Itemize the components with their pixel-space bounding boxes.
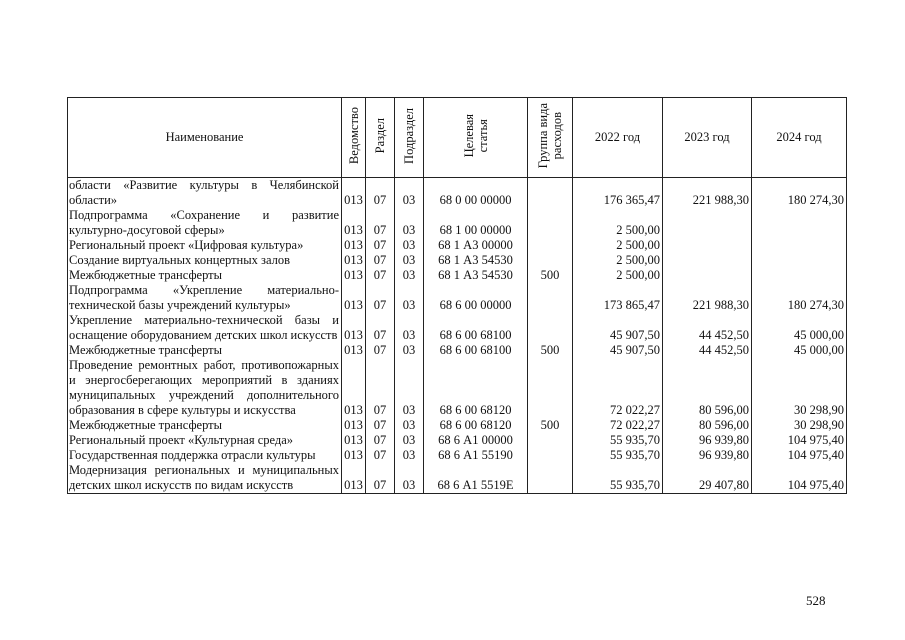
row-gruppa — [528, 433, 573, 448]
row-podrazdel: 03 — [395, 358, 424, 418]
row-vedomstvo: 013 — [342, 253, 366, 268]
row-podrazdel: 03 — [395, 418, 424, 433]
row-value-2024: 30 298,90 — [752, 358, 847, 418]
row-razdel: 07 — [366, 268, 395, 283]
row-name: Подпрограмма «Укрепление материально-технической базы учреждений культуры» — [68, 283, 342, 313]
row-name: Межбюджетные трансферты — [68, 268, 342, 283]
row-razdel: 07 — [366, 433, 395, 448]
header-2023: 2023 год — [663, 98, 752, 178]
row-celevaya-statya: 68 6 00 00000 — [424, 283, 528, 313]
row-name: Региональный проект «Цифровая культура» — [68, 238, 342, 253]
row-vedomstvo: 013 — [342, 343, 366, 358]
row-value-2022: 55 935,70 — [573, 463, 663, 494]
row-name: Государственная поддержка отрасли культуры — [68, 448, 342, 463]
table-row — [68, 208, 847, 238]
row-podrazdel: 03 — [395, 313, 424, 343]
row-razdel: 07 — [366, 463, 395, 494]
row-value-2023: 44 452,50 — [663, 343, 752, 358]
row-vedomstvo: 013 — [342, 418, 366, 433]
row-name: Проведение ремонтных работ, противопожарных и энергосберегающих мероприятий в зданиях муниципальных учреждений дополнительного образования в сфере культуры и искусства — [68, 358, 342, 418]
row-name: области «Развитие культуры в Челябинской области» — [68, 178, 342, 209]
row-vedomstvo: 013 — [342, 208, 366, 238]
row-value-2022: 72 022,27 — [573, 358, 663, 418]
row-gruppa — [528, 448, 573, 463]
header-razdel: Раздел — [366, 98, 395, 178]
table-row — [68, 358, 847, 418]
row-podrazdel: 03 — [395, 238, 424, 253]
row-celevaya-statya: 68 6 00 68120 — [424, 418, 528, 433]
table-row — [68, 418, 847, 433]
row-vedomstvo: 013 — [342, 238, 366, 253]
row-value-2022: 2 500,00 — [573, 238, 663, 253]
row-name: Создание виртуальных концертных залов — [68, 253, 342, 268]
row-celevaya-statya: 68 1 А3 00000 — [424, 238, 528, 253]
row-podrazdel: 03 — [395, 283, 424, 313]
row-podrazdel: 03 — [395, 343, 424, 358]
row-celevaya-statya: 68 6 00 68100 — [424, 313, 528, 343]
table-row — [68, 343, 847, 358]
row-gruppa: 500 — [528, 268, 573, 283]
row-value-2024 — [752, 208, 847, 238]
row-razdel: 07 — [366, 448, 395, 463]
row-name: Межбюджетные трансферты — [68, 343, 342, 358]
row-value-2024: 180 274,30 — [752, 178, 847, 209]
table-row — [68, 238, 847, 253]
row-celevaya-statya: 68 6 00 68100 — [424, 343, 528, 358]
header-vedomstvo: Ведомство — [342, 98, 366, 178]
row-vedomstvo: 013 — [342, 358, 366, 418]
row-value-2022: 72 022,27 — [573, 418, 663, 433]
row-value-2023 — [663, 268, 752, 283]
table-row — [68, 448, 847, 463]
row-gruppa — [528, 238, 573, 253]
row-value-2023: 29 407,80 — [663, 463, 752, 494]
row-value-2023: 96 939,80 — [663, 448, 752, 463]
row-gruppa: 500 — [528, 343, 573, 358]
row-value-2024: 45 000,00 — [752, 313, 847, 343]
row-podrazdel: 03 — [395, 178, 424, 209]
table-body — [68, 178, 847, 494]
row-value-2024 — [752, 238, 847, 253]
row-gruppa — [528, 463, 573, 494]
row-gruppa — [528, 313, 573, 343]
row-value-2023 — [663, 253, 752, 268]
document-sheet — [67, 97, 846, 579]
row-vedomstvo: 013 — [342, 313, 366, 343]
header-podrazdel: Подраздел — [395, 98, 424, 178]
row-value-2022: 55 935,70 — [573, 448, 663, 463]
row-value-2024: 45 000,00 — [752, 343, 847, 358]
table-row — [68, 313, 847, 343]
table-row — [68, 283, 847, 313]
row-gruppa — [528, 283, 573, 313]
row-vedomstvo: 013 — [342, 463, 366, 494]
row-razdel: 07 — [366, 253, 395, 268]
row-gruppa — [528, 253, 573, 268]
row-value-2024: 30 298,90 — [752, 418, 847, 433]
row-vedomstvo: 013 — [342, 448, 366, 463]
table-row — [68, 253, 847, 268]
row-vedomstvo: 013 — [342, 433, 366, 448]
row-razdel: 07 — [366, 283, 395, 313]
row-value-2023 — [663, 208, 752, 238]
row-vedomstvo: 013 — [342, 268, 366, 283]
row-gruppa: 500 — [528, 418, 573, 433]
row-value-2024: 104 975,40 — [752, 448, 847, 463]
header-gruppa-vida-rashodov: Группа вида расходов — [528, 98, 573, 178]
row-gruppa — [528, 208, 573, 238]
budget-table — [67, 97, 847, 494]
row-gruppa — [528, 358, 573, 418]
page-number: 528 — [806, 593, 826, 608]
header-name: Наименование — [68, 98, 342, 178]
row-razdel: 07 — [366, 313, 395, 343]
row-value-2022: 176 365,47 — [573, 178, 663, 209]
row-value-2024: 180 274,30 — [752, 283, 847, 313]
row-razdel: 07 — [366, 178, 395, 209]
row-value-2023 — [663, 238, 752, 253]
row-name: Укрепление материально-технической базы и оснащение оборудованием детских школ искусств — [68, 313, 342, 343]
row-value-2023: 44 452,50 — [663, 313, 752, 343]
row-razdel: 07 — [366, 343, 395, 358]
table-row — [68, 268, 847, 283]
row-name: Межбюджетные трансферты — [68, 418, 342, 433]
row-podrazdel: 03 — [395, 463, 424, 494]
row-value-2023: 80 596,00 — [663, 418, 752, 433]
table-row — [68, 178, 847, 209]
row-podrazdel: 03 — [395, 268, 424, 283]
row-podrazdel: 03 — [395, 448, 424, 463]
header-celevaya-statya: Целевая статья — [424, 98, 528, 178]
row-value-2022: 2 500,00 — [573, 208, 663, 238]
row-value-2022: 55 935,70 — [573, 433, 663, 448]
row-name: Подпрограмма «Сохранение и развитие культурно-досуговой сферы» — [68, 208, 342, 238]
table-row — [68, 433, 847, 448]
row-podrazdel: 03 — [395, 208, 424, 238]
row-celevaya-statya: 68 6 А1 55190 — [424, 448, 528, 463]
row-value-2024 — [752, 268, 847, 283]
row-value-2022: 45 907,50 — [573, 343, 663, 358]
row-podrazdel: 03 — [395, 253, 424, 268]
row-vedomstvo: 013 — [342, 283, 366, 313]
row-name: Региональный проект «Культурная среда» — [68, 433, 342, 448]
row-celevaya-statya: 68 0 00 00000 — [424, 178, 528, 209]
header-2024: 2024 год — [752, 98, 847, 178]
row-name: Модернизация региональных и муниципальных детских школ искусств по видам искусств — [68, 463, 342, 494]
row-value-2024: 104 975,40 — [752, 463, 847, 494]
row-value-2023: 80 596,00 — [663, 358, 752, 418]
row-value-2022: 2 500,00 — [573, 253, 663, 268]
row-value-2024 — [752, 253, 847, 268]
row-value-2022: 2 500,00 — [573, 268, 663, 283]
row-vedomstvo: 013 — [342, 178, 366, 209]
header-2022: 2022 год — [573, 98, 663, 178]
row-razdel: 07 — [366, 358, 395, 418]
table-header-row — [68, 98, 847, 178]
row-celevaya-statya: 68 6 А1 5519Е — [424, 463, 528, 494]
row-celevaya-statya: 68 1 00 00000 — [424, 208, 528, 238]
row-podrazdel: 03 — [395, 433, 424, 448]
row-value-2023: 96 939,80 — [663, 433, 752, 448]
row-value-2022: 45 907,50 — [573, 313, 663, 343]
row-value-2023: 221 988,30 — [663, 283, 752, 313]
row-celevaya-statya: 68 1 А3 54530 — [424, 268, 528, 283]
row-celevaya-statya: 68 6 00 68120 — [424, 358, 528, 418]
row-value-2022: 173 865,47 — [573, 283, 663, 313]
row-value-2023: 221 988,30 — [663, 178, 752, 209]
row-gruppa — [528, 178, 573, 209]
row-celevaya-statya: 68 6 А1 00000 — [424, 433, 528, 448]
row-razdel: 07 — [366, 238, 395, 253]
row-value-2024: 104 975,40 — [752, 433, 847, 448]
row-celevaya-statya: 68 1 А3 54530 — [424, 253, 528, 268]
row-razdel: 07 — [366, 418, 395, 433]
table-row — [68, 463, 847, 494]
row-razdel: 07 — [366, 208, 395, 238]
